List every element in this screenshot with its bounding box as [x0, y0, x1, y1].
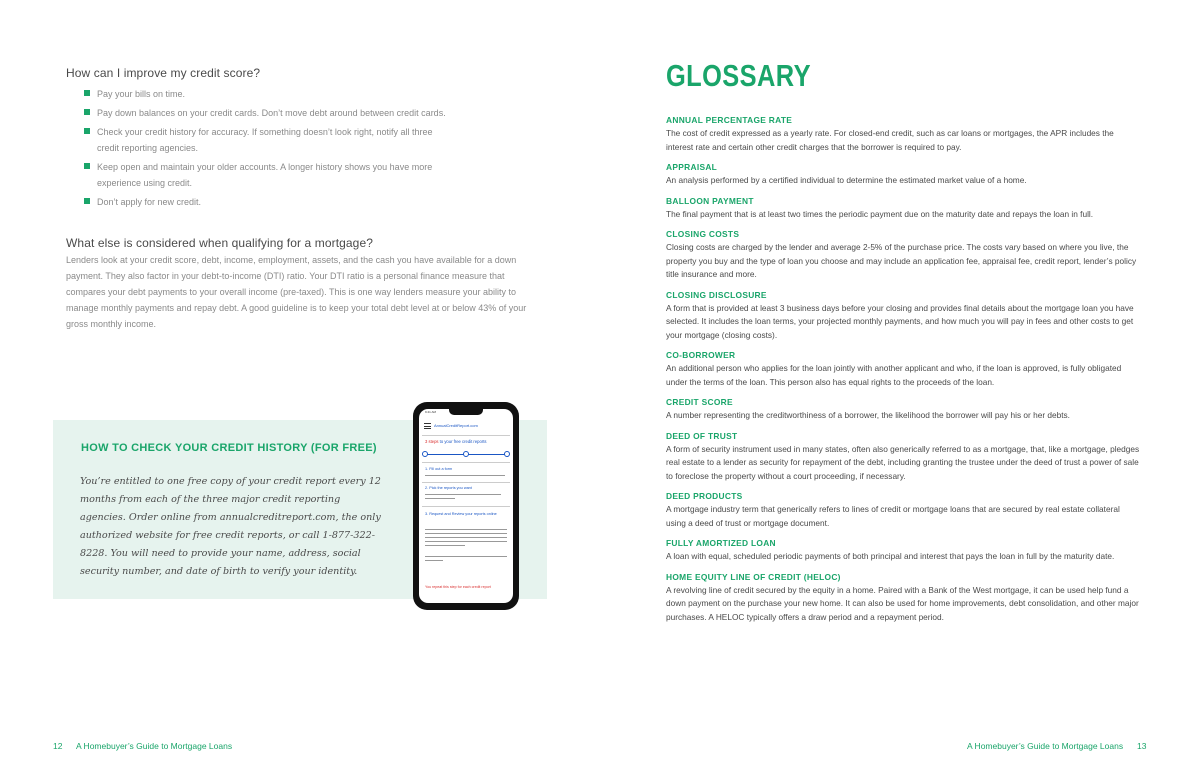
text-line — [425, 475, 505, 476]
text-line — [425, 560, 443, 561]
step-dot-icon — [422, 451, 428, 457]
text-line — [425, 529, 507, 530]
text-line — [425, 498, 455, 499]
step-dot-icon — [463, 451, 469, 457]
text-line — [425, 494, 501, 495]
improve-credit-heading: How can I improve my credit score? — [66, 66, 261, 80]
list-item: Pay down balances on your credit cards. Don’t move debt around between credit cards. — [84, 105, 484, 121]
green-square-bullet-icon — [84, 109, 90, 115]
footer-title: A Homebuyer’s Guide to Mortgage Loans — [76, 741, 233, 751]
text-line — [425, 533, 507, 534]
glossary-definition: The cost of credit expressed as a yearly rate. For closed-end credit, such as car loans or mortgages, the APR includes the interest rate and certain other credit charges that the borrower is required to pay. — [666, 128, 1114, 152]
glossary-term: HOME EQUITY LINE OF CREDIT (HELOC) — [666, 571, 841, 582]
green-square-bullet-icon — [84, 198, 90, 204]
glossary-entry — [666, 289, 1140, 343]
glossary-entries — [666, 114, 1140, 631]
divider — [422, 462, 510, 463]
glossary-definition: A mortgage industry term that generically refers to lines of credit or mortgage loans that are secured by real estate collateral using a deed of trust or mortgage document. — [666, 504, 1120, 528]
glossary-term: APPRAISAL — [666, 162, 718, 172]
glossary-entry — [666, 114, 1140, 154]
list-item: Pay your bills on time. — [84, 86, 484, 102]
text-line — [425, 556, 507, 557]
text-line — [425, 541, 507, 542]
phone-notch — [449, 409, 483, 415]
divider — [422, 482, 510, 483]
glossary-term: CREDIT SCORE — [666, 397, 733, 407]
qualify-mortgage-paragraph: Lenders look at your credit score, debt, income, employment, assets, and the cash you have available for a down payment. They also factor in your debt-to-income (DTI) ratio. Your DTI ratio is a personal finance measure that compares your debt payments to your overall income (pre-taxed). This is one way lenders measure your ability to manage monthly payments and repay debt. A good guideline is to keep your total debt level at or below 43% of your gross monthly income. — [66, 255, 527, 329]
glossary-definition: A form that is provided at least 3 business days before your closing and provides final details about the mortgage loan you have selected. It includes the loan terms, your projected monthly payments, and how much you will pay in fees and other costs to get your mortgage (closing costs). — [666, 302, 1134, 340]
glossary-term: DEED OF TRUST — [666, 430, 738, 441]
list-item: Don’t apply for new credit. — [84, 194, 484, 210]
step-1-title: 1. Fill out a form — [425, 467, 453, 471]
glossary-entry — [666, 349, 1140, 389]
callout-text: You’re entitled to one free copy of your credit report every 12 months from each of the three major credit reporting agencies. Order online from annualcreditreport.com, the only authorized website for free credit reports, or call 1-877-322-8228. You will need to provide your name, address, social security number, and date of birth to verify your identity. — [80, 476, 381, 577]
glossary-entry — [666, 537, 1140, 564]
glossary-term: CLOSING DISCLOSURE — [666, 289, 767, 300]
green-square-bullet-icon — [84, 163, 90, 169]
glossary-term: CLOSING COSTS — [666, 229, 740, 239]
status-time: 9:41 AM — [425, 410, 437, 414]
glossary-definition: A loan with equal, scheduled periodic payments of both principal and interest that pays the loan in full by the maturity date. — [666, 551, 1115, 561]
text-line — [425, 545, 465, 546]
repeat-note: You repeat this step for each credit report — [425, 585, 491, 589]
green-square-bullet-icon — [84, 90, 90, 96]
step-3-title: 3. Request and Review your reports online — [425, 512, 497, 516]
glossary-definition: A form of security instrument used in many states, often also generically referred to as a mortgage, that, like a mortgage, pledges real estate to a lender as security for repayment of the debt, including granting the trustee under the deed of trust a power of sale to foreclose the property without a court proceeding, if necessary. — [666, 443, 1140, 481]
phone-screen — [419, 409, 513, 603]
step-dot-icon — [504, 451, 510, 457]
glossary-term: ANNUAL PERCENTAGE RATE — [666, 115, 793, 125]
site-logo: AnnualCreditReport.com — [434, 423, 478, 428]
glossary-term: FULLY AMORTIZED LOAN — [666, 538, 776, 548]
qualify-mortgage-heading: What else is considered when qualifying for a mortgage? — [66, 236, 373, 250]
glossary-term: DEED PRODUCTS — [666, 491, 743, 501]
step-2-title: 2. Pick the reports you want — [425, 486, 472, 490]
glossary-entry — [666, 490, 1140, 530]
glossary-definition: Closing costs are charged by the lender and average 2-5% of the purchase price. The costs vary based on where you live, the property you buy and the type of loan you choose and may include an application fee, appraisal fee, credit report, lender’s policy title insurance and more. — [666, 242, 1137, 279]
glossary-definition: The final payment that is at least two times the periodic payment due on the maturity date and repays the loan in full. — [666, 208, 1094, 219]
steps-heading: 3 steps to your free credit reports — [425, 439, 487, 444]
glossary-entry — [666, 228, 1140, 282]
footer-title: A Homebuyer’s Guide to Mortgage Loans — [967, 741, 1124, 751]
list-item: Check your credit history for accuracy. If something doesn’t look right, notify all three credit reporting agencies. — [84, 124, 444, 156]
glossary-title: GLOSSARY — [666, 58, 811, 93]
glossary-definition: A number representing the creditworthiness of a borrower, the likelihood the borrower will pay his or her debts. — [666, 410, 1070, 420]
footer-page-number: 13 — [1137, 741, 1147, 751]
site-header — [424, 421, 508, 433]
phone-mockup-image — [413, 402, 519, 610]
divider — [422, 435, 510, 436]
glossary-definition: An analysis performed by a certified individual to determine the estimated market value of a home. — [666, 175, 1027, 185]
divider — [422, 506, 510, 507]
list-item: Keep open and maintain your older accounts. A longer history shows you have more experience using credit. — [84, 159, 464, 191]
improve-credit-list — [84, 86, 484, 213]
glossary-term: BALLOON PAYMENT — [666, 195, 754, 206]
text-line — [425, 537, 507, 538]
callout-title: HOW TO CHECK YOUR CREDIT HISTORY (FOR FREE) — [81, 442, 377, 454]
glossary-entry — [666, 571, 1140, 625]
glossary-definition: A revolving line of credit secured by the equity in a home. Paired with a Bank of the West mortgage, it can be used help fund a down payment on the purchase your new home. It can also be used for home improvements, debt consolidation, and other major purchases. A HELOC typically offers a draw period and a repayment period. — [666, 584, 1139, 622]
glossary-entry — [666, 195, 1140, 222]
footer-page-number: 12 — [53, 741, 63, 751]
glossary-entry — [666, 396, 1140, 423]
green-square-bullet-icon — [84, 128, 90, 134]
glossary-entry — [666, 161, 1140, 188]
right-page — [600, 0, 1200, 776]
glossary-definition: An additional person who applies for the loan jointly with another applicant and who, if the loan is approved, is fully obligated under the terms of the loan. This person also has equal rights to the proceeds of the loan. — [666, 363, 1122, 387]
hamburger-menu-icon — [424, 423, 431, 429]
glossary-term: CO-BORROWER — [666, 350, 736, 360]
glossary-entry — [666, 430, 1140, 484]
